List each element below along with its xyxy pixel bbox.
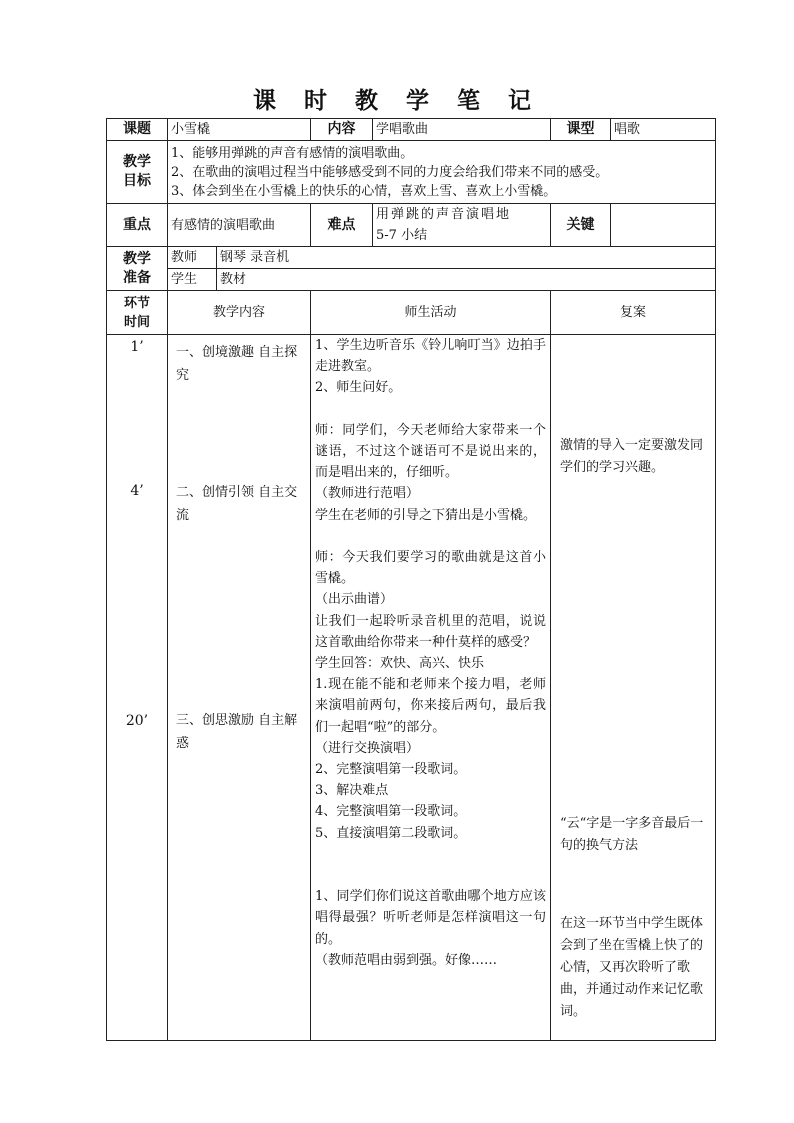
content-value: 学唱歌曲: [373, 119, 551, 141]
hard-value: [373, 204, 551, 247]
time-item: 4’: [130, 483, 144, 499]
review-header: 复案: [551, 291, 716, 335]
step-item: 三、创思激励 自主解惑: [176, 713, 298, 751]
goals-label-line-2: 目标: [123, 173, 151, 189]
goal-item: 3、体会到坐在小雪橇上的快乐的心情，喜欢上雪、喜欢上小雪橇。: [171, 183, 557, 199]
page-title: 课 时 教 学 笔 记: [252, 87, 542, 114]
prep-student-label: 学生: [168, 269, 217, 291]
goals-label-line-1: 教学: [123, 154, 151, 170]
content-label: 内容: [311, 119, 373, 141]
review-note: 在这一环节当中学生既体会到了坐在雪橇上快了的心情，又再次聆听了歌曲，并通过动作来记忆歌词。: [560, 916, 704, 1019]
activity-line: 师：今天我们要学习的歌曲就是这首小雪橇。: [315, 550, 547, 587]
time-header-line-1: 环节: [123, 295, 150, 311]
type-label: 课型: [551, 119, 611, 141]
time-item: 1’: [130, 339, 144, 355]
topic-value: 小雪橇: [168, 119, 311, 141]
prep-label: [107, 247, 168, 291]
activity-line: 1、同学们你们说这首歌曲哪个地方应该唱得最强？听听老师是怎样演唱这一句的。: [315, 889, 547, 947]
activity-line: 学生在老师的引导之下猜出是小雪橇。: [315, 507, 537, 523]
activity-line: 4、完整演唱第一段歌词。: [315, 804, 467, 820]
review-note: 激情的导入一定要激发同学们的学习兴趣。: [560, 438, 704, 475]
activity-spacer: [315, 399, 546, 420]
prep-student-value: 教材: [217, 269, 716, 291]
time-header: [107, 291, 168, 335]
goal-item: 2、在歌曲的演唱过程当中能够感受到不同的力度会给我们带来不同的感受。: [171, 164, 609, 180]
prep-label-line-2: 准备: [123, 269, 151, 286]
time-column: [107, 335, 168, 1041]
activity-header: 师生活动: [311, 291, 551, 335]
activity-line: （教师范唱由弱到强。好像……: [315, 952, 498, 968]
content-header: 教学内容: [168, 291, 311, 335]
activity-line: （出示曲谱）: [315, 592, 394, 608]
activity-line: 3、解决难点: [315, 783, 389, 799]
activity-line: 让我们一起聆听录音机里的范唱，说说这首歌曲给你带来一种什莫样的感受？: [315, 613, 547, 650]
activity-line: 师：同学们，今天老师给大家带来一个谜语，不过这个谜语可不是说出来的，而是唱出来的，仔细听。: [315, 422, 547, 481]
prep-teacher-label: 教师: [168, 247, 217, 269]
type-value: 唱歌: [611, 119, 716, 141]
prep-label-line-1: 教学: [123, 250, 151, 267]
step-item: 一、创境激趣 自主探究: [176, 345, 298, 383]
activity-line: 5、直接演唱第二段歌词。: [315, 825, 467, 841]
activity-spacer: [315, 526, 546, 547]
crux-value: [611, 204, 716, 247]
activity-column: [311, 335, 551, 1041]
activity-line: 1.现在能不能和老师来个接力唱，老师来演唱前两句，你来接后两句，最后我们一起唱“啦”的部分。: [315, 677, 547, 735]
prep-teacher-value: 钢琴 录音机: [217, 247, 716, 269]
activity-line: 2、师生问好。: [315, 380, 402, 396]
activity-spacer: [315, 865, 546, 886]
step-item: 二、创情引领 自主交流: [176, 485, 298, 523]
time-item: 20’: [125, 713, 149, 729]
goal-item: 1、能够用弹跳的声音有感情的演唱歌曲。: [171, 145, 414, 161]
activity-line: （进行交换演唱）: [315, 740, 420, 756]
activity-line: 2、完整演唱第一段歌词。: [315, 762, 467, 778]
step-column: [168, 335, 311, 1041]
hard-value-line-2: 5-7 小结: [376, 228, 428, 243]
activity-line: （教师进行范唱）: [315, 486, 420, 502]
activity-line: 学生回答：欢快、高兴、快乐: [315, 656, 485, 672]
time-header-line-2: 时间: [123, 314, 150, 330]
topic-label: 课题: [107, 119, 168, 141]
hard-label: 难点: [311, 204, 373, 247]
hard-value-line-1: 用弹跳的声音演唱地: [376, 207, 512, 222]
crux-label: 关键: [551, 204, 611, 247]
goals-cell: [168, 141, 716, 204]
key-value: 有感情的演唱歌曲: [168, 204, 311, 247]
key-label: 重点: [107, 204, 168, 247]
lesson-plan-table: [106, 118, 716, 1041]
review-note: “云“字是一字多音最后一句的换气方法: [560, 816, 704, 853]
activity-line: 1、学生边听音乐《铃儿响叮当》边拍手走进教室。: [315, 338, 547, 375]
review-column: [551, 335, 716, 1041]
goals-label: [107, 141, 168, 204]
activity-spacer: [315, 844, 546, 865]
